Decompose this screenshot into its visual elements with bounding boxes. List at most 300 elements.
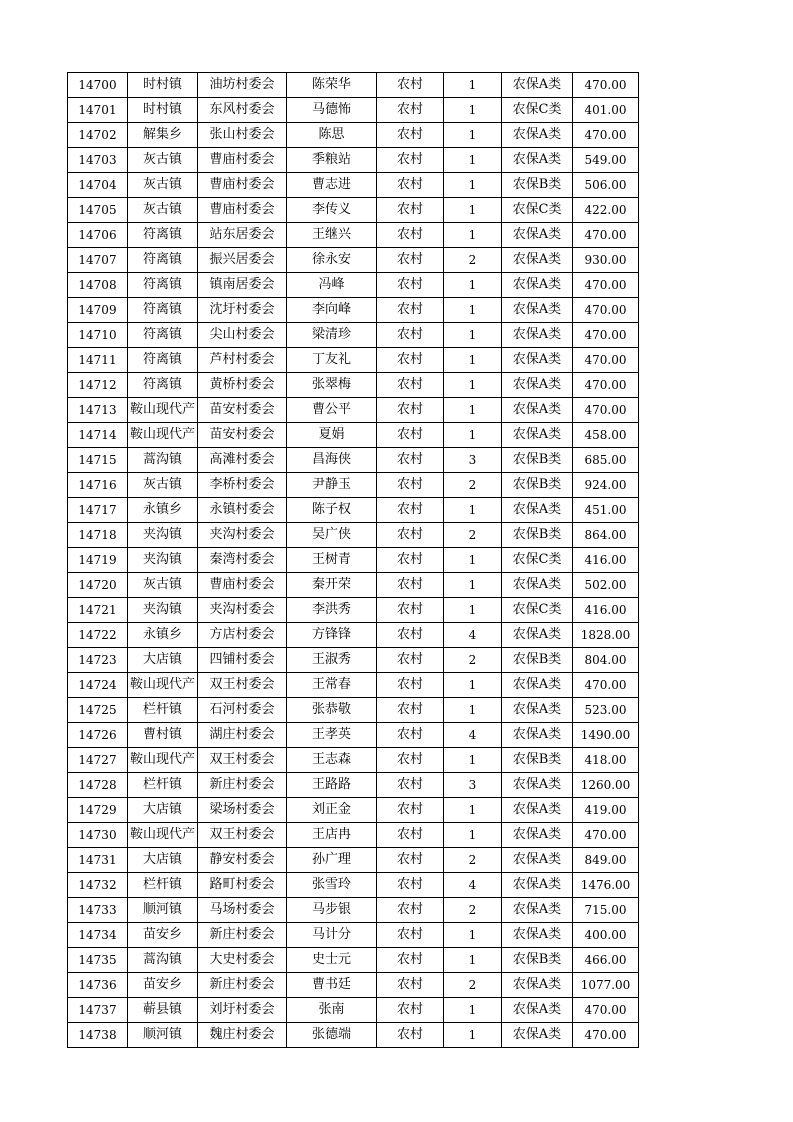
- person-name-cell: 张德端: [287, 1023, 377, 1048]
- town-cell: 灰古镇: [128, 573, 198, 598]
- person-name-cell: 孙广理: [287, 848, 377, 873]
- insurance-category-cell: 农保A类: [502, 423, 573, 448]
- area-type-cell: 农村: [377, 373, 444, 398]
- table-row: [68, 398, 639, 423]
- person-name-cell: 陈荣华: [287, 73, 377, 98]
- amount-cell: 470.00: [573, 823, 639, 848]
- amount-cell: 849.00: [573, 848, 639, 873]
- table-row: [68, 523, 639, 548]
- town-cell: 大店镇: [128, 798, 198, 823]
- town-cell: 鞍山现代产: [128, 748, 198, 773]
- town-cell: 灰古镇: [128, 173, 198, 198]
- village-committee-cell: 站东居委会: [198, 223, 287, 248]
- household-count-cell: 1: [444, 948, 502, 973]
- household-count-cell: 2: [444, 898, 502, 923]
- household-count-cell: 1: [444, 423, 502, 448]
- area-type-cell: 农村: [377, 798, 444, 823]
- household-count-cell: 1: [444, 823, 502, 848]
- table-row: [68, 373, 639, 398]
- person-name-cell: 马计分: [287, 923, 377, 948]
- amount-cell: 470.00: [573, 398, 639, 423]
- person-name-cell: 王淑秀: [287, 648, 377, 673]
- village-committee-cell: 东风村委会: [198, 98, 287, 123]
- area-type-cell: 农村: [377, 448, 444, 473]
- town-cell: 蕲县镇: [128, 998, 198, 1023]
- table-row: [68, 898, 639, 923]
- person-name-cell: 马步银: [287, 898, 377, 923]
- town-cell: 蒿沟镇: [128, 948, 198, 973]
- person-name-cell: 张南: [287, 998, 377, 1023]
- area-type-cell: 农村: [377, 248, 444, 273]
- insurance-category-cell: 农保A类: [502, 823, 573, 848]
- insurance-category-cell: 农保B类: [502, 173, 573, 198]
- area-type-cell: 农村: [377, 1023, 444, 1048]
- amount-cell: 685.00: [573, 448, 639, 473]
- household-count-cell: 1: [444, 748, 502, 773]
- table-row: [68, 123, 639, 148]
- amount-cell: 451.00: [573, 498, 639, 523]
- amount-cell: 422.00: [573, 198, 639, 223]
- table-row: [68, 548, 639, 573]
- table-row: [68, 723, 639, 748]
- table-row: [68, 698, 639, 723]
- village-committee-cell: 石河村委会: [198, 698, 287, 723]
- area-type-cell: 农村: [377, 398, 444, 423]
- amount-cell: 470.00: [573, 673, 639, 698]
- table-row: [68, 623, 639, 648]
- town-cell: 顺河镇: [128, 898, 198, 923]
- record-id-cell: 14722: [68, 623, 128, 648]
- village-committee-cell: 四铺村委会: [198, 648, 287, 673]
- village-committee-cell: 苗安村委会: [198, 423, 287, 448]
- table-row: [68, 973, 639, 998]
- record-id-cell: 14706: [68, 223, 128, 248]
- area-type-cell: 农村: [377, 98, 444, 123]
- village-committee-cell: 双王村委会: [198, 748, 287, 773]
- household-count-cell: 3: [444, 773, 502, 798]
- insurance-category-cell: 农保A类: [502, 773, 573, 798]
- record-id-cell: 14700: [68, 73, 128, 98]
- amount-cell: 418.00: [573, 748, 639, 773]
- insurance-category-cell: 农保A类: [502, 298, 573, 323]
- record-id-cell: 14710: [68, 323, 128, 348]
- amount-cell: 549.00: [573, 148, 639, 173]
- household-count-cell: 2: [444, 648, 502, 673]
- amount-cell: 502.00: [573, 573, 639, 598]
- household-count-cell: 2: [444, 248, 502, 273]
- person-name-cell: 王孝英: [287, 723, 377, 748]
- household-count-cell: 1: [444, 98, 502, 123]
- table-row: [68, 773, 639, 798]
- area-type-cell: 农村: [377, 323, 444, 348]
- record-id-cell: 14702: [68, 123, 128, 148]
- town-cell: 灰古镇: [128, 148, 198, 173]
- insurance-category-cell: 农保C类: [502, 98, 573, 123]
- area-type-cell: 农村: [377, 823, 444, 848]
- insurance-category-cell: 农保A类: [502, 398, 573, 423]
- table-row: [68, 198, 639, 223]
- insurance-category-cell: 农保A类: [502, 998, 573, 1023]
- household-count-cell: 4: [444, 723, 502, 748]
- area-type-cell: 农村: [377, 423, 444, 448]
- record-id-cell: 14711: [68, 348, 128, 373]
- household-count-cell: 1: [444, 223, 502, 248]
- amount-cell: 924.00: [573, 473, 639, 498]
- village-committee-cell: 大史村委会: [198, 948, 287, 973]
- town-cell: 大店镇: [128, 648, 198, 673]
- area-type-cell: 农村: [377, 473, 444, 498]
- insurance-category-cell: 农保A类: [502, 623, 573, 648]
- household-count-cell: 1: [444, 173, 502, 198]
- town-cell: 符离镇: [128, 323, 198, 348]
- table-row: [68, 748, 639, 773]
- record-id-cell: 14724: [68, 673, 128, 698]
- insurance-category-cell: 农保A类: [502, 248, 573, 273]
- record-id-cell: 14735: [68, 948, 128, 973]
- household-count-cell: 1: [444, 923, 502, 948]
- record-id-cell: 14723: [68, 648, 128, 673]
- town-cell: 鞍山现代产: [128, 673, 198, 698]
- village-committee-cell: 沈圩村委会: [198, 298, 287, 323]
- insurance-category-cell: 农保A类: [502, 273, 573, 298]
- person-name-cell: 张恭敬: [287, 698, 377, 723]
- insurance-category-cell: 农保A类: [502, 698, 573, 723]
- table-row: [68, 273, 639, 298]
- amount-cell: 506.00: [573, 173, 639, 198]
- household-count-cell: 2: [444, 523, 502, 548]
- village-committee-cell: 马场村委会: [198, 898, 287, 923]
- table-row: [68, 873, 639, 898]
- record-id-cell: 14734: [68, 923, 128, 948]
- area-type-cell: 农村: [377, 523, 444, 548]
- record-id-cell: 14726: [68, 723, 128, 748]
- amount-cell: 523.00: [573, 698, 639, 723]
- area-type-cell: 农村: [377, 148, 444, 173]
- insurance-category-cell: 农保A类: [502, 898, 573, 923]
- table-row: [68, 923, 639, 948]
- table-row: [68, 573, 639, 598]
- record-id-cell: 14716: [68, 473, 128, 498]
- insurance-category-cell: 农保C类: [502, 598, 573, 623]
- insurance-category-cell: 农保C类: [502, 548, 573, 573]
- town-cell: 夹沟镇: [128, 523, 198, 548]
- record-id-cell: 14728: [68, 773, 128, 798]
- table-row: [68, 148, 639, 173]
- table-row: [68, 248, 639, 273]
- area-type-cell: 农村: [377, 723, 444, 748]
- household-count-cell: 1: [444, 998, 502, 1023]
- town-cell: 栏杆镇: [128, 873, 198, 898]
- village-committee-cell: 苗安村委会: [198, 398, 287, 423]
- town-cell: 时村镇: [128, 73, 198, 98]
- area-type-cell: 农村: [377, 923, 444, 948]
- person-name-cell: 李向峰: [287, 298, 377, 323]
- record-id-cell: 14727: [68, 748, 128, 773]
- record-id-cell: 14718: [68, 523, 128, 548]
- village-committee-cell: 梁场村委会: [198, 798, 287, 823]
- area-type-cell: 农村: [377, 73, 444, 98]
- amount-cell: 419.00: [573, 798, 639, 823]
- record-id-cell: 14721: [68, 598, 128, 623]
- area-type-cell: 农村: [377, 173, 444, 198]
- village-committee-cell: 永镇村委会: [198, 498, 287, 523]
- town-cell: 永镇乡: [128, 623, 198, 648]
- person-name-cell: 夏娟: [287, 423, 377, 448]
- amount-cell: 1476.00: [573, 873, 639, 898]
- insurance-category-cell: 农保B类: [502, 948, 573, 973]
- amount-cell: 804.00: [573, 648, 639, 673]
- town-cell: 符离镇: [128, 348, 198, 373]
- village-committee-cell: 油坊村委会: [198, 73, 287, 98]
- insurance-category-cell: 农保A类: [502, 573, 573, 598]
- village-committee-cell: 方店村委会: [198, 623, 287, 648]
- record-id-cell: 14737: [68, 998, 128, 1023]
- village-committee-cell: 湖庄村委会: [198, 723, 287, 748]
- town-cell: 鞍山现代产: [128, 823, 198, 848]
- area-type-cell: 农村: [377, 648, 444, 673]
- amount-cell: 470.00: [573, 273, 639, 298]
- village-committee-cell: 魏庄村委会: [198, 1023, 287, 1048]
- town-cell: 苗安乡: [128, 973, 198, 998]
- area-type-cell: 农村: [377, 298, 444, 323]
- amount-cell: 470.00: [573, 373, 639, 398]
- village-committee-cell: 芦村村委会: [198, 348, 287, 373]
- village-committee-cell: 黄桥村委会: [198, 373, 287, 398]
- household-count-cell: 4: [444, 873, 502, 898]
- person-name-cell: 陈思: [287, 123, 377, 148]
- record-id-cell: 14729: [68, 798, 128, 823]
- person-name-cell: 王继兴: [287, 223, 377, 248]
- table-row: [68, 1023, 639, 1048]
- amount-cell: 470.00: [573, 348, 639, 373]
- person-name-cell: 徐永安: [287, 248, 377, 273]
- household-count-cell: 3: [444, 448, 502, 473]
- record-id-cell: 14725: [68, 698, 128, 723]
- record-id-cell: 14704: [68, 173, 128, 198]
- town-cell: 曹村镇: [128, 723, 198, 748]
- table-row: [68, 473, 639, 498]
- table-row: [68, 498, 639, 523]
- record-id-cell: 14708: [68, 273, 128, 298]
- village-committee-cell: 镇南居委会: [198, 273, 287, 298]
- household-count-cell: 1: [444, 73, 502, 98]
- person-name-cell: 陈子权: [287, 498, 377, 523]
- person-name-cell: 季粮站: [287, 148, 377, 173]
- area-type-cell: 农村: [377, 698, 444, 723]
- household-count-cell: 2: [444, 848, 502, 873]
- person-name-cell: 王志森: [287, 748, 377, 773]
- insurance-category-cell: 农保A类: [502, 873, 573, 898]
- town-cell: 时村镇: [128, 98, 198, 123]
- insurance-category-cell: 农保A类: [502, 223, 573, 248]
- table-row: [68, 948, 639, 973]
- person-name-cell: 梁清珍: [287, 323, 377, 348]
- person-name-cell: 张翠梅: [287, 373, 377, 398]
- insurance-category-cell: 农保B类: [502, 748, 573, 773]
- household-count-cell: 1: [444, 498, 502, 523]
- amount-cell: 470.00: [573, 223, 639, 248]
- record-id-cell: 14705: [68, 198, 128, 223]
- area-type-cell: 农村: [377, 948, 444, 973]
- person-name-cell: 李传义: [287, 198, 377, 223]
- household-count-cell: 1: [444, 1023, 502, 1048]
- table-row: [68, 223, 639, 248]
- insurance-category-cell: 农保A类: [502, 673, 573, 698]
- person-name-cell: 曹公平: [287, 398, 377, 423]
- household-count-cell: 2: [444, 973, 502, 998]
- person-name-cell: 丁友礼: [287, 348, 377, 373]
- household-count-cell: 1: [444, 798, 502, 823]
- person-name-cell: 尹静玉: [287, 473, 377, 498]
- insurance-category-cell: 农保B类: [502, 448, 573, 473]
- town-cell: 苗安乡: [128, 923, 198, 948]
- household-count-cell: 1: [444, 198, 502, 223]
- town-cell: 大店镇: [128, 848, 198, 873]
- table-row: [68, 798, 639, 823]
- amount-cell: 470.00: [573, 1023, 639, 1048]
- amount-cell: 1490.00: [573, 723, 639, 748]
- amount-cell: 1260.00: [573, 773, 639, 798]
- person-name-cell: 王路路: [287, 773, 377, 798]
- amount-cell: 470.00: [573, 998, 639, 1023]
- area-type-cell: 农村: [377, 223, 444, 248]
- area-type-cell: 农村: [377, 348, 444, 373]
- person-name-cell: 曹书廷: [287, 973, 377, 998]
- village-committee-cell: 新庄村委会: [198, 973, 287, 998]
- area-type-cell: 农村: [377, 198, 444, 223]
- household-count-cell: 1: [444, 548, 502, 573]
- person-name-cell: 王树青: [287, 548, 377, 573]
- table-row: [68, 848, 639, 873]
- table-row: [68, 823, 639, 848]
- table-row: [68, 98, 639, 123]
- record-id-cell: 14736: [68, 973, 128, 998]
- household-count-cell: 1: [444, 573, 502, 598]
- village-committee-cell: 静安村委会: [198, 848, 287, 873]
- household-count-cell: 1: [444, 673, 502, 698]
- record-id-cell: 14717: [68, 498, 128, 523]
- area-type-cell: 农村: [377, 898, 444, 923]
- record-id-cell: 14709: [68, 298, 128, 323]
- town-cell: 符离镇: [128, 373, 198, 398]
- town-cell: 栏杆镇: [128, 773, 198, 798]
- amount-cell: 470.00: [573, 298, 639, 323]
- insurance-category-cell: 农保A类: [502, 498, 573, 523]
- town-cell: 栏杆镇: [128, 698, 198, 723]
- town-cell: 符离镇: [128, 273, 198, 298]
- person-name-cell: 曹志进: [287, 173, 377, 198]
- village-committee-cell: 新庄村委会: [198, 773, 287, 798]
- table-row: [68, 73, 639, 98]
- insurance-category-cell: 农保A类: [502, 348, 573, 373]
- amount-cell: 458.00: [573, 423, 639, 448]
- town-cell: 符离镇: [128, 223, 198, 248]
- insurance-category-cell: 农保A类: [502, 323, 573, 348]
- person-name-cell: 吴广侠: [287, 523, 377, 548]
- amount-cell: 1077.00: [573, 973, 639, 998]
- person-name-cell: 史士元: [287, 948, 377, 973]
- village-committee-cell: 李桥村委会: [198, 473, 287, 498]
- insurance-category-cell: 农保B类: [502, 473, 573, 498]
- person-name-cell: 刘正金: [287, 798, 377, 823]
- amount-cell: 470.00: [573, 323, 639, 348]
- record-id-cell: 14730: [68, 823, 128, 848]
- area-type-cell: 农村: [377, 273, 444, 298]
- person-name-cell: 马德怖: [287, 98, 377, 123]
- insurance-category-cell: 农保B类: [502, 648, 573, 673]
- area-type-cell: 农村: [377, 548, 444, 573]
- town-cell: 鞍山现代产: [128, 423, 198, 448]
- insurance-category-cell: 农保A类: [502, 148, 573, 173]
- person-name-cell: 李洪秀: [287, 598, 377, 623]
- record-id-cell: 14712: [68, 373, 128, 398]
- town-cell: 鞍山现代产: [128, 398, 198, 423]
- amount-cell: 930.00: [573, 248, 639, 273]
- area-type-cell: 农村: [377, 973, 444, 998]
- household-count-cell: 1: [444, 123, 502, 148]
- person-name-cell: 冯峰: [287, 273, 377, 298]
- town-cell: 灰古镇: [128, 198, 198, 223]
- insurance-category-cell: 农保A类: [502, 73, 573, 98]
- record-id-cell: 14732: [68, 873, 128, 898]
- amount-cell: 400.00: [573, 923, 639, 948]
- record-id-cell: 14714: [68, 423, 128, 448]
- amount-cell: 470.00: [573, 123, 639, 148]
- area-type-cell: 农村: [377, 573, 444, 598]
- record-id-cell: 14703: [68, 148, 128, 173]
- village-committee-cell: 双王村委会: [198, 673, 287, 698]
- table-row: [68, 298, 639, 323]
- household-count-cell: 1: [444, 348, 502, 373]
- amount-cell: 715.00: [573, 898, 639, 923]
- household-count-cell: 1: [444, 373, 502, 398]
- town-cell: 灰古镇: [128, 473, 198, 498]
- record-id-cell: 14719: [68, 548, 128, 573]
- village-committee-cell: 尖山村委会: [198, 323, 287, 348]
- village-committee-cell: 夹沟村委会: [198, 598, 287, 623]
- table-row: [68, 998, 639, 1023]
- table-row: [68, 673, 639, 698]
- table-row: [68, 348, 639, 373]
- town-cell: 蒿沟镇: [128, 448, 198, 473]
- village-committee-cell: 曹庙村委会: [198, 173, 287, 198]
- village-committee-cell: 双王村委会: [198, 823, 287, 848]
- town-cell: 永镇乡: [128, 498, 198, 523]
- village-committee-cell: 曹庙村委会: [198, 573, 287, 598]
- amount-cell: 470.00: [573, 73, 639, 98]
- person-name-cell: 王常春: [287, 673, 377, 698]
- insurance-category-cell: 农保A类: [502, 123, 573, 148]
- insurance-category-cell: 农保B类: [502, 523, 573, 548]
- person-name-cell: 王店冉: [287, 823, 377, 848]
- area-type-cell: 农村: [377, 623, 444, 648]
- town-cell: 符离镇: [128, 248, 198, 273]
- village-committee-cell: 夹沟村委会: [198, 523, 287, 548]
- household-count-cell: 1: [444, 398, 502, 423]
- village-committee-cell: 高滩村委会: [198, 448, 287, 473]
- village-committee-cell: 新庄村委会: [198, 923, 287, 948]
- village-committee-cell: 张山村委会: [198, 123, 287, 148]
- area-type-cell: 农村: [377, 873, 444, 898]
- record-id-cell: 14707: [68, 248, 128, 273]
- household-count-cell: 4: [444, 623, 502, 648]
- village-committee-cell: 曹庙村委会: [198, 148, 287, 173]
- table-row: [68, 423, 639, 448]
- amount-cell: 401.00: [573, 98, 639, 123]
- amount-cell: 416.00: [573, 598, 639, 623]
- area-type-cell: 农村: [377, 998, 444, 1023]
- table-row: [68, 448, 639, 473]
